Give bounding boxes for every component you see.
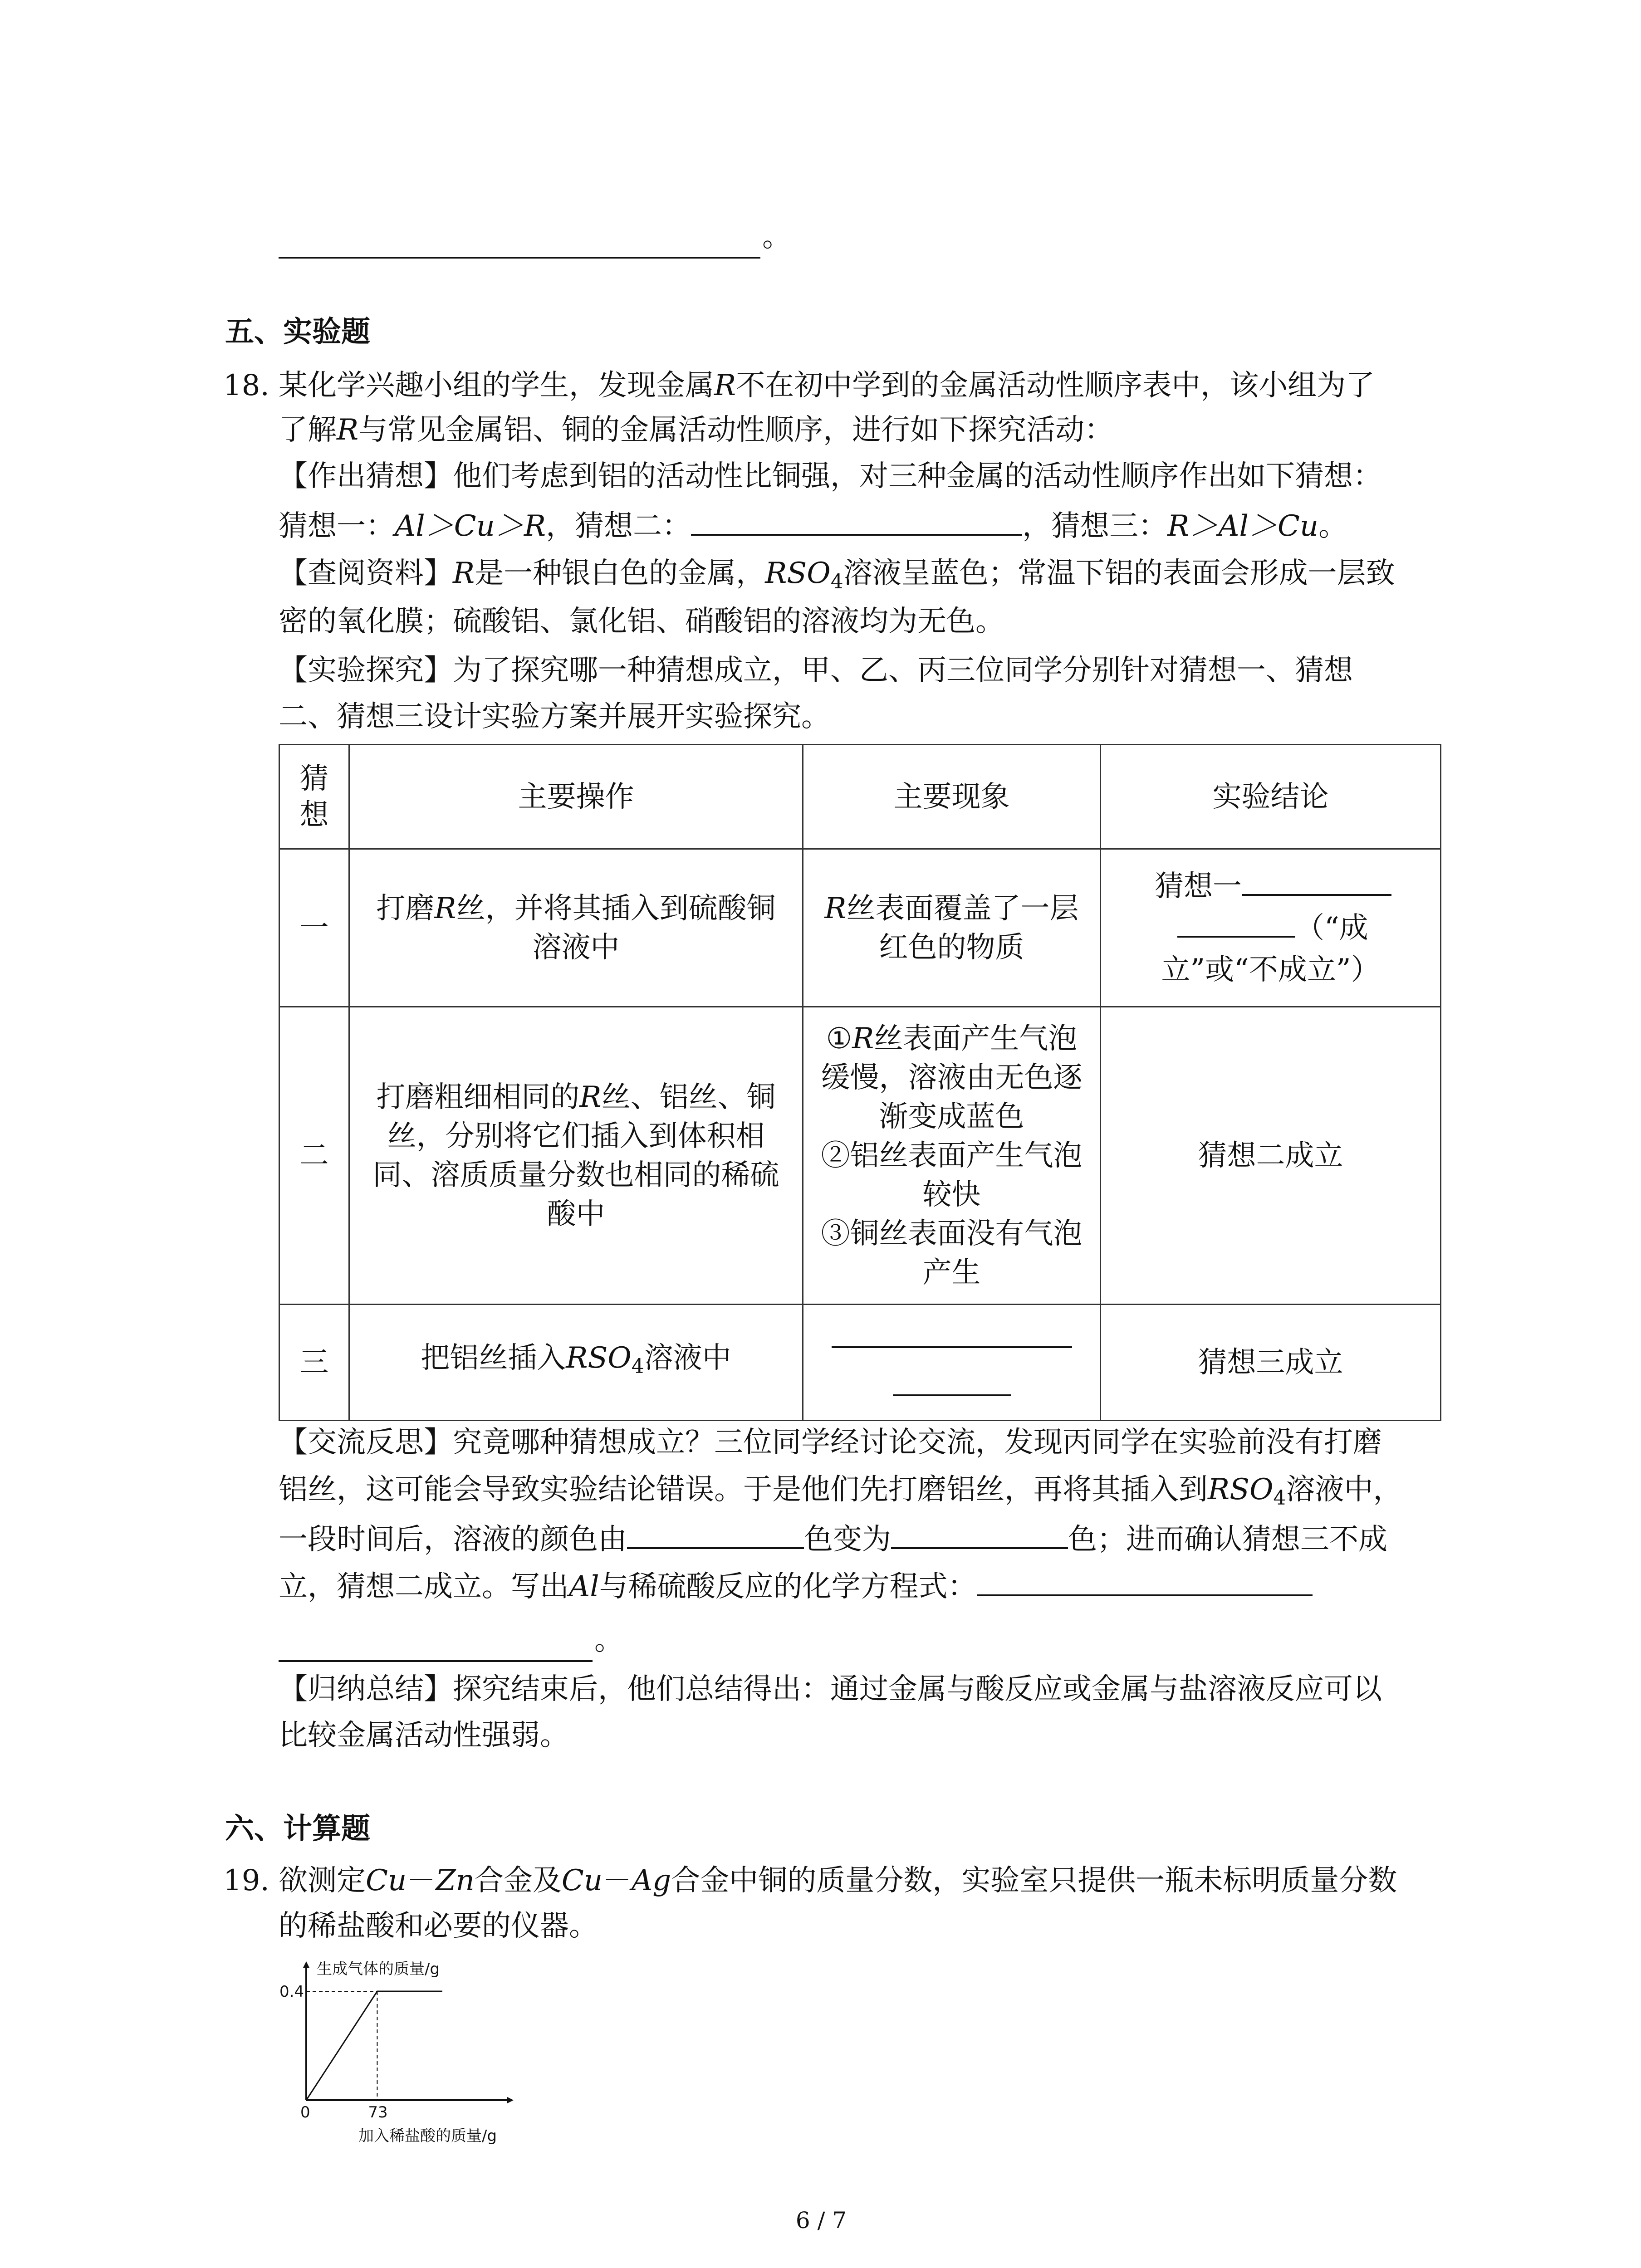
row1-conclusion-blank[interactable] [1242, 867, 1391, 896]
series-line [306, 1991, 442, 2100]
guess-line: 猜想一：Al＞Cu＞R，猜想二： ，猜想三：R＞Al＞Cu。 [279, 504, 1347, 548]
color-to-blank[interactable] [891, 1518, 1068, 1549]
answer-blank-top[interactable] [279, 257, 760, 259]
guess-2-blank[interactable] [691, 505, 1022, 536]
question-19-number: 19. [223, 1864, 269, 1897]
row2-conclusion: 猜想二成立 [1101, 1007, 1441, 1305]
row1-conclusion: 猜想一 （“成 立”或“不成立”） [1101, 849, 1441, 1007]
y-axis-label: 生成气体的质量/g [317, 1960, 440, 1978]
row1-conclusion-blank-cont[interactable] [1177, 909, 1295, 938]
section-title-calculation: 六、计算题 [225, 1812, 370, 1846]
reference-line-2: 密的氧化膜；硫酸铝、氯化铝、硝酸铝的溶液均为无色。 [279, 605, 1004, 638]
row3-conclusion: 猜想三成立 [1101, 1305, 1441, 1421]
reflect-line-2: 铝丝，这可能会导致实验结论错误。于是他们先打磨铝丝，再将其插入到$RSO_4$溶液中， [279, 1473, 1402, 1510]
table-row [279, 849, 1441, 1007]
question-19-line-2: 的稀盐酸和必要的仪器。 [279, 1909, 598, 1943]
summary-line-1: 【归纳总结】探究结束后，他们总结得出：通过金属与酸反应或金属与盐溶液反应可以 [279, 1672, 1382, 1706]
table-header-row [279, 745, 1441, 849]
sentence-end-top: 。 [762, 220, 791, 254]
row3-operation: 把铝丝插入$RSO_4$溶液中 [349, 1305, 803, 1421]
gas-mass-chart [263, 1950, 544, 2150]
origin-label: 0 [300, 2103, 310, 2121]
header-guess: 猜想 [279, 745, 349, 849]
row2-guess: 二 [279, 1007, 349, 1305]
color-from-blank[interactable] [627, 1518, 804, 1549]
experiment-line-2: 二、猜想三设计实验方案并展开实验探究。 [279, 700, 830, 733]
row3-phenomenon-blank[interactable] [832, 1319, 1072, 1348]
guess-heading: 【作出猜想】他们考虑到铝的活动性比铜强，对三种金属的活动性顺序作出如下猜想： [279, 459, 1382, 493]
experiment-table [279, 744, 1441, 1421]
row1-guess: 一 [279, 849, 349, 1007]
row1-operation: 打磨R丝，并将其插入到硫酸铜 溶液中 [349, 849, 803, 1007]
x-axis-label: 加入稀盐酸的质量/g [358, 2127, 497, 2145]
row3-phenomenon-blank-cont[interactable] [893, 1367, 1011, 1396]
table-row [279, 1007, 1441, 1305]
reference-line-1: 【查阅资料】R是一种银白色的金属，$RSO_4$溶液呈蓝色；常温下铝的表面会形成一层致 [279, 557, 1395, 593]
reflect-end: 。 [594, 1623, 623, 1657]
section-title-experiment: 五、实验题 [225, 315, 370, 349]
reflect-line-1: 【交流反思】究竟哪种猜想成立？三位同学经讨论交流，发现丙同学在实验前没有打磨 [279, 1426, 1382, 1459]
row1-phenomenon: R丝表面覆盖了一层 红色的物质 [803, 849, 1101, 1007]
summary-line-2: 比较金属活动性强弱。 [279, 1719, 569, 1752]
header-phenomenon: 主要现象 [803, 745, 1101, 849]
reflect-line-4: 立，猜想二成立。写出Al与稀硫酸反应的化学方程式： [279, 1565, 1313, 1608]
equation-blank[interactable] [977, 1565, 1313, 1596]
row3-guess: 三 [279, 1305, 349, 1421]
x-tick-label: 73 [368, 2103, 388, 2121]
question-18-line-2: 了解R与常见金属铝、铜的金属活动性顺序，进行如下探究活动： [279, 413, 1114, 447]
question-18-number: 18. [223, 369, 269, 402]
row2-operation: 打磨粗细相同的R丝、铝丝、铜 丝，分别将它们插入到体积相 同、溶质质量分数也相同的稀硫 酸中 [349, 1007, 803, 1305]
table-row [279, 1305, 1441, 1421]
header-operation: 主要操作 [349, 745, 803, 849]
equation-blank-cont[interactable] [279, 1660, 593, 1662]
page-number: 6 / 7 [795, 2207, 847, 2234]
header-conclusion: 实验结论 [1101, 745, 1441, 849]
row3-phenomenon [803, 1305, 1101, 1421]
row2-phenomenon: ①R丝表面产生气泡 缓慢，溶液由无色逐 渐变成蓝色 ②铝丝表面产生气泡 较快 ③铜丝表面没有气泡 产生 [803, 1007, 1101, 1305]
y-tick-label: 0.4 [279, 1983, 304, 2001]
question-19-line-1: 欲测定Cu－Zn合金及Cu－Ag合金中铜的质量分数，实验室只提供一瓶未标明质量分数 [279, 1864, 1397, 1897]
reflect-line-3: 一段时间后，溶液的颜色由 色变为 色；进而确认猜想三不成 [279, 1518, 1387, 1561]
question-18-line-1: 某化学兴趣小组的学生，发现金属R不在初中学到的金属活动性顺序表中，该小组为了 [279, 369, 1375, 402]
experiment-line-1: 【实验探究】为了探究哪一种猜想成立，甲、乙、丙三位同学分别针对猜想一、猜想 [279, 654, 1353, 687]
